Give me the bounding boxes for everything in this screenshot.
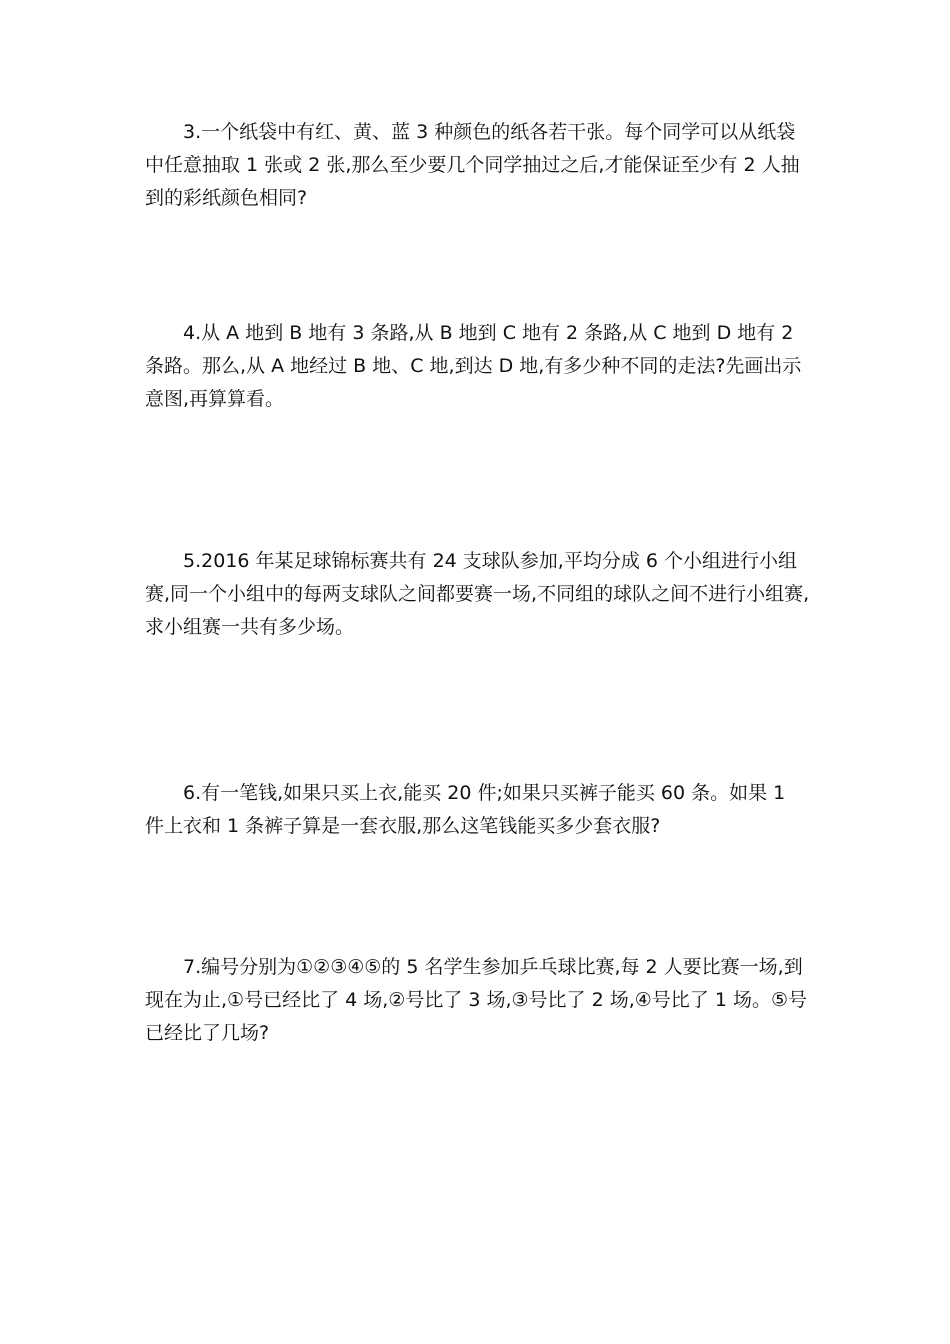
problem-5: [145, 545, 810, 644]
problem-text: 从 A 地到 B 地有 3 条路,从 B 地到 C 地有 2 条路,从 C 地到 D 地有 2 条路。那么,从 A 地经过 B 地、C 地,到达 D 地,有多少种不同的走法?先画出示意图,再算算看。: [145, 322, 802, 410]
problem-number: 4.: [183, 322, 202, 344]
problem-6: [145, 777, 810, 843]
problem-number: 5.: [183, 550, 202, 572]
problem-text: 一个纸袋中有红、黄、蓝 3 种颜色的纸各若干张。每个同学可以从纸袋中任意抽取 1 张或 2 张,那么至少要几个同学抽过之后,才能保证至少有 2 人抽到的彩纸颜色相同?: [145, 121, 800, 209]
problem-text: 2016 年某足球锦标赛共有 24 支球队参加,平均分成 6 个小组进行小组赛,同一个小组中的每两支球队之间都要赛一场,不同组的球队之间不进行小组赛,求小组赛一共有多少场。: [145, 550, 810, 638]
problem-7: [145, 951, 810, 1050]
problem-text: 有一笔钱,如果只买上衣,能买 20 件;如果只买裤子能买 60 条。如果 1 件上衣和 1 条裤子算是一套衣服,那么这笔钱能买多少套衣服?: [145, 782, 786, 837]
problem-number: 6.: [183, 782, 202, 804]
problem-number: 7.: [183, 956, 202, 978]
problem-text: 编号分别为①②③④⑤的 5 名学生参加乒乓球比赛,每 2 人要比赛一场,到现在为止,①号已经比了 4 场,②号比了 3 场,③号比了 2 场,④号比了 1 场。⑤号已经比了几场?: [145, 956, 807, 1044]
problem-number: 3.: [183, 121, 202, 143]
problem-4: [145, 317, 810, 416]
problem-3: [145, 116, 810, 215]
